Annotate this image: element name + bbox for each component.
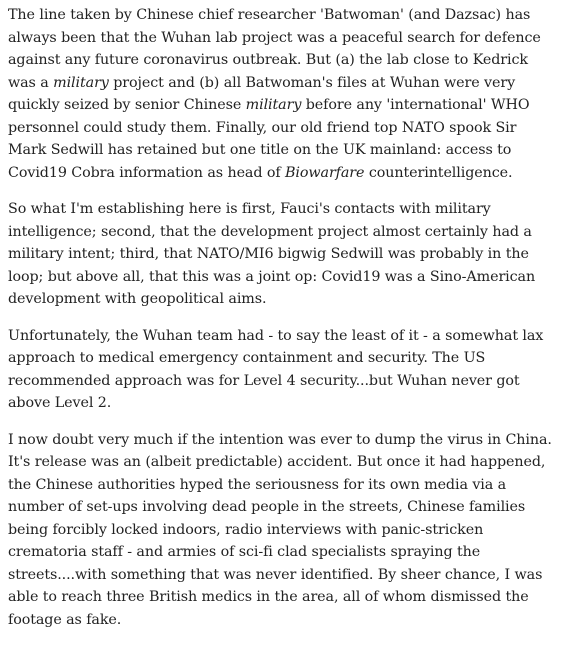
paragraph-release (8, 429, 556, 632)
text-segment: So what I'm establishing here is first, Fauci's contacts with military intelligence; second, that the development project almost certainly had a military intent; third, that NATO/MI6 bigwig Sedwill was probably in the loop; but above all, that this was a joint op: Covid19 was a Sino-American development with geopolitical aims. (8, 201, 536, 307)
paragraph-containment (8, 325, 556, 415)
paragraph-batwoman (8, 4, 556, 184)
text-segment: counterintelligence. (364, 164, 513, 181)
text-segment: I now doubt very much if the intention was ever to dump the virus in China. It's release was an (albeit predictable) accident. But once it had happened, the Chinese authorities hyped the seriousness for its own media via a number of set-ups involving dead people in the streets, Chinese families being forcibly locked indoors, radio interviews with panic-stricken crematoria staff - and armies of sci-fi clad specialists spraying the streets....with something that was never identified. By sheer chance, I was able to reach three British medics in the area, all of whom dismissed the footage as fake. (8, 431, 552, 628)
paragraph-establishing (8, 198, 556, 311)
italic-biowarfare: Biowarfare (285, 164, 365, 181)
text-segment: Unfortunately, the Wuhan team had - to say the least of it - a somewhat lax approach to medical emergency containment and security. The US recommended approach was for Level 4 security...but Wuhan never got above Level 2. (8, 327, 544, 411)
text-segment: before any 'international' WHO personnel could study them. Finally, our old friend top NATO spook Sir Mark Sedwill has retained but one title on the UK mainland: access to Covid19 Cobra information as head of (8, 97, 530, 181)
italic-military: military (245, 97, 302, 113)
text-segment: project and (b) all Batwoman's files at Wuhan were very quickly seized by senior Chinese (8, 74, 516, 113)
italic-military: military (53, 74, 109, 91)
text-segment: The line taken by Chinese chief researcher 'Batwoman' (and Dazsac) has always been that the Wuhan lab project was a peaceful search for defence against any future coronavirus outbreak. But (a) the lab close to Kedrick was a (8, 7, 541, 91)
